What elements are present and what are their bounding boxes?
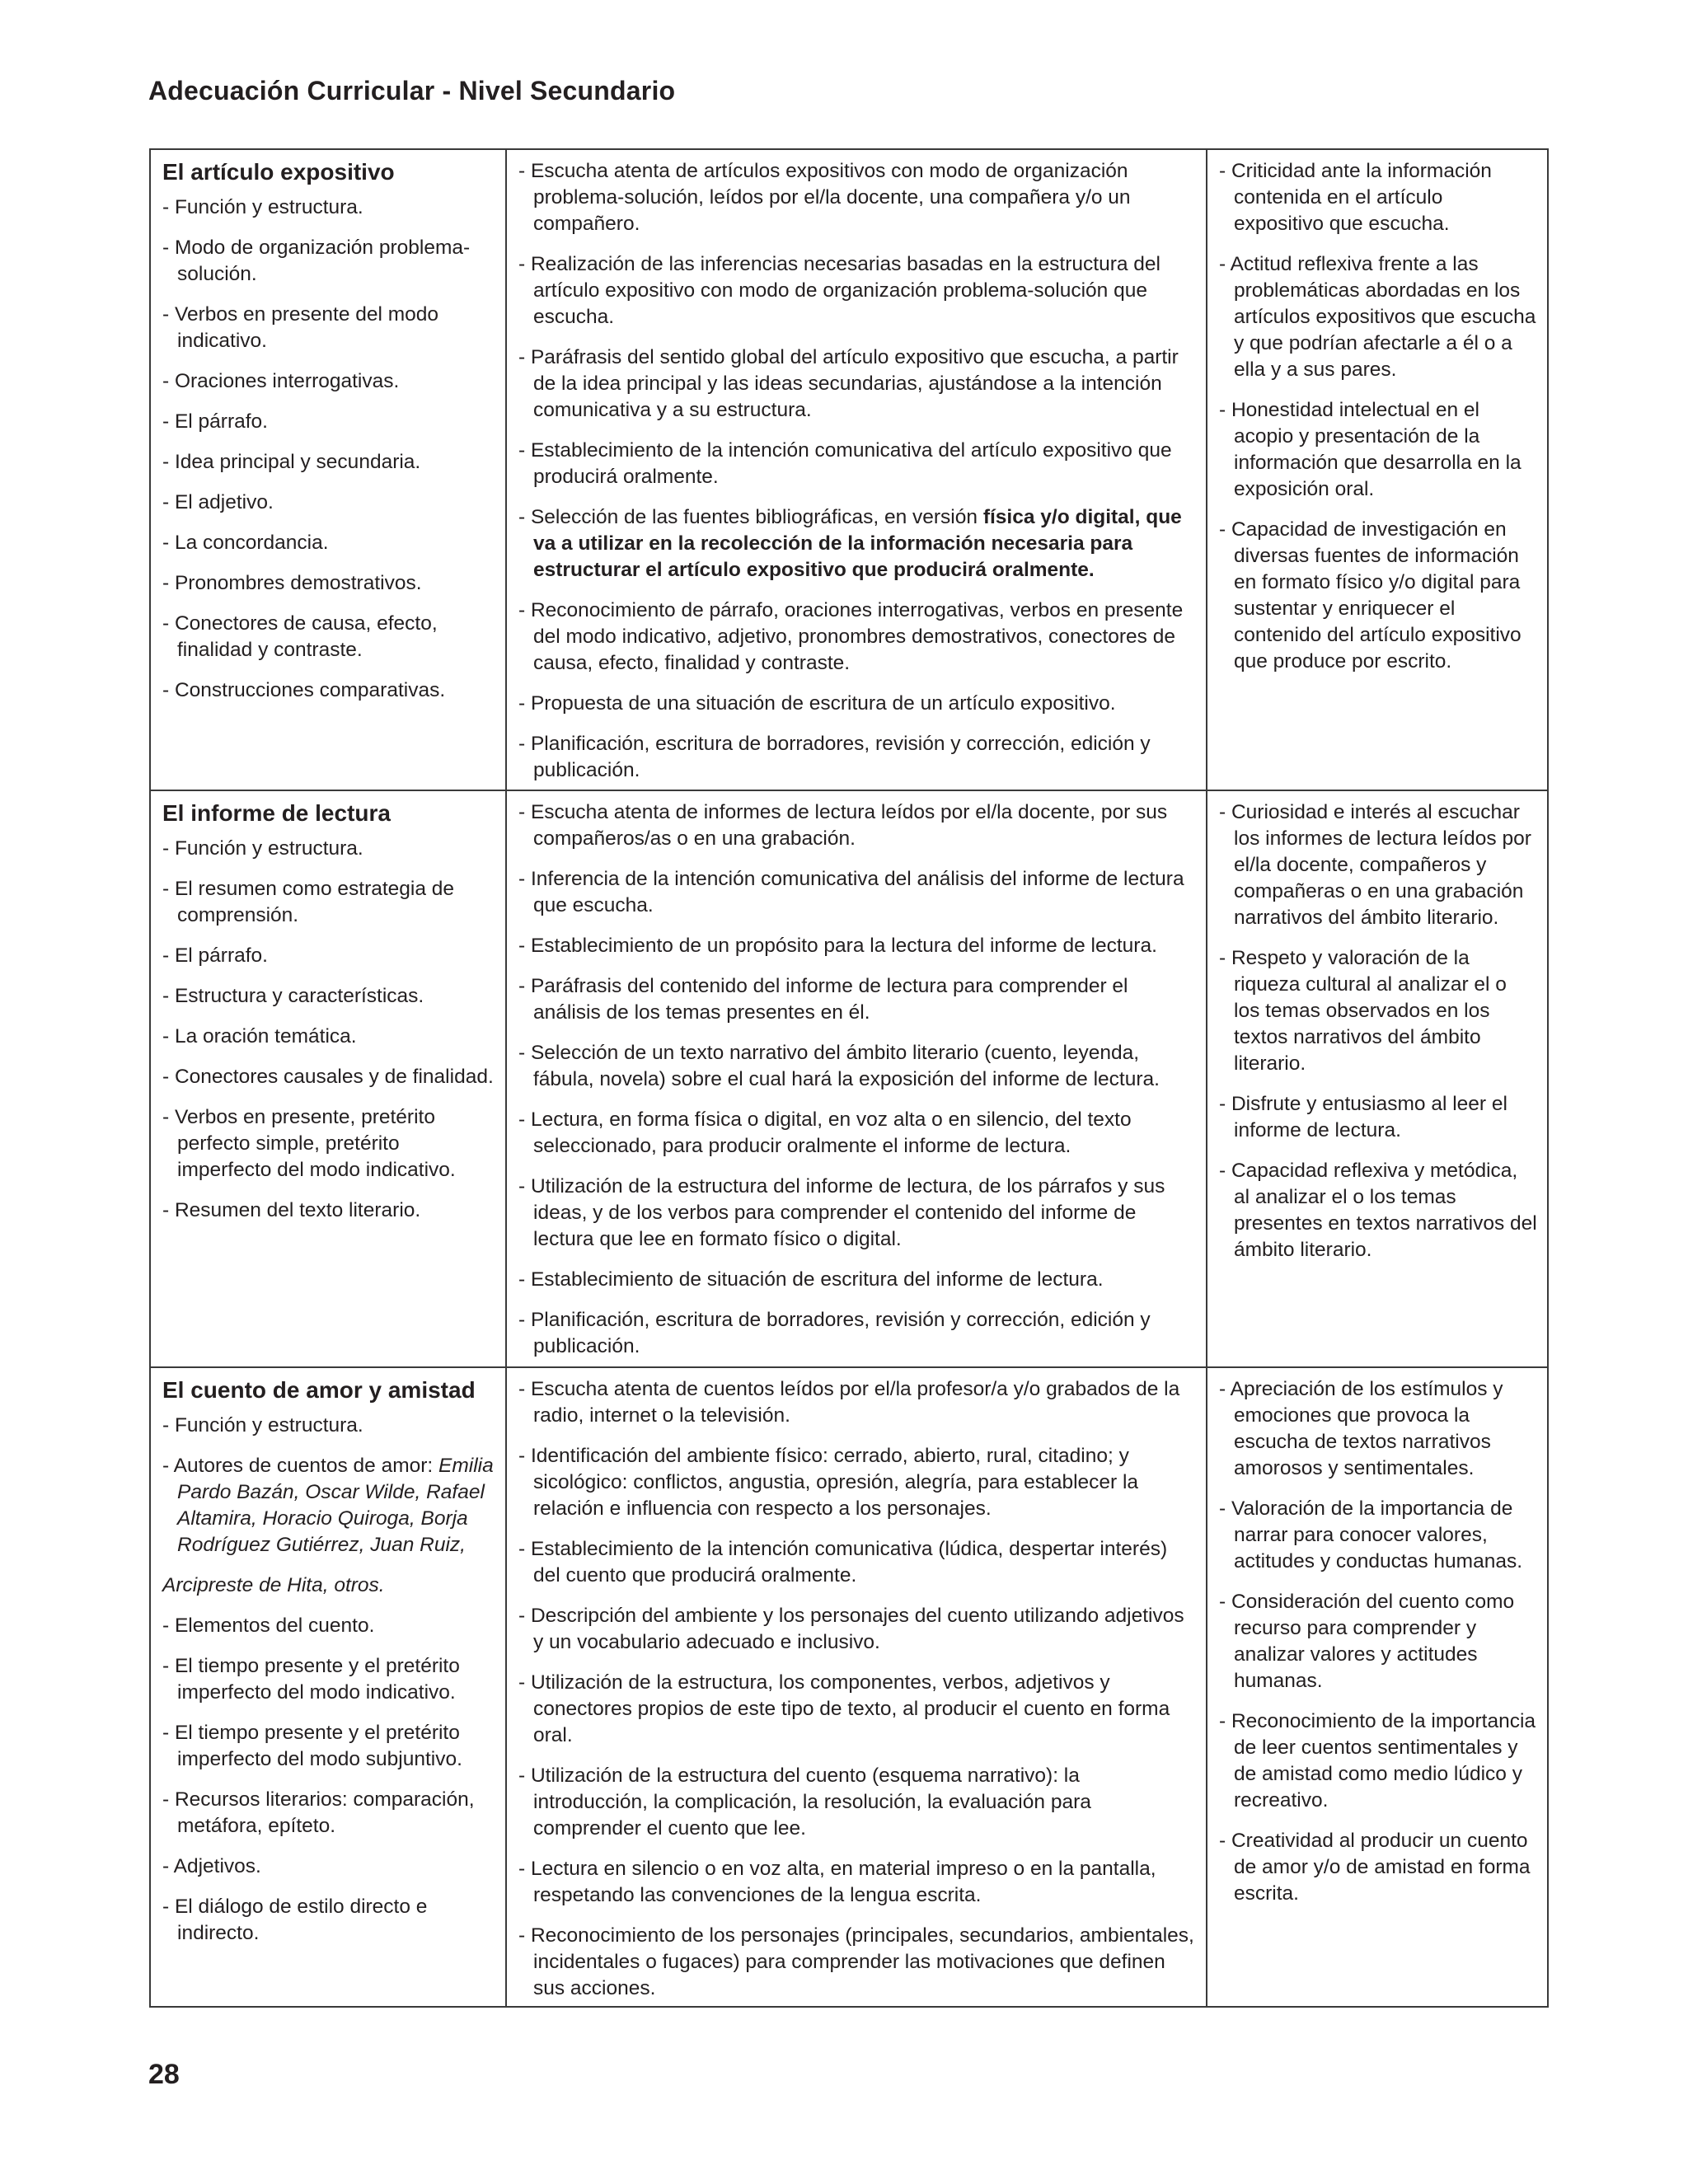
procedures-cell: [506, 149, 1207, 790]
attitude-item: - Consideración del cuento como recurso para comprender y analizar valores y actitudes humanas.: [1219, 1591, 1515, 1692]
content-item: - El tiempo presente y el pretérito imperfecto del modo subjuntivo.: [162, 1722, 462, 1770]
unit-title: El informe de lectura: [162, 800, 391, 826]
attitude-item: - Respeto y valoración de la riqueza cultural al analizar el o los temas observados en los textos narrativos del ámbito literario.: [1219, 947, 1507, 1075]
procedure-selection-emphasis: física y/o digital, que va a utilizar en la recolección de la información necesaria para estructurar el artículo expositivo que producirá oralmente.: [533, 506, 1182, 581]
procedure-item: - Paráfrasis del sentido global del artículo expositivo que escucha, a partir de la idea principal y las ideas secundarias, ajustándose a la intención comunicativa y a su estructura.: [518, 346, 1179, 421]
procedure-item: - Utilización de la estructura, los componentes, verbos, adjetivos y conectores propios de este tipo de texto, al producir el cuento en forma oral.: [518, 1671, 1170, 1746]
content-item: - Verbos en presente, pretérito perfecto simple, pretérito imperfecto del modo indicativo.: [162, 1106, 456, 1181]
content-item: - Adjetivos.: [162, 1855, 261, 1877]
content-item: - La oración temática.: [162, 1025, 357, 1047]
content-item: - Idea principal y secundaria.: [162, 451, 421, 473]
procedure-item: - Reconocimiento de los personajes (principales, secundarios, ambientales, incidentales o fugaces) para comprender las motivaciones que definen sus acciones.: [518, 1924, 1194, 1999]
content-item: - Oraciones interrogativas.: [162, 370, 400, 392]
content-item: - Recursos literarios: comparación, metáfora, epíteto.: [162, 1788, 475, 1837]
procedure-item: - Utilización de la estructura del informe de lectura, de los párrafos y sus ideas, y de los verbos para comprender el contenido del informe de lectura que lee en formato físico o digital.: [518, 1175, 1165, 1250]
procedure-item: - Propuesta de una situación de escritura de un artículo expositivo.: [518, 692, 1116, 715]
procedures-cell: [506, 1367, 1207, 2007]
procedure-item: - Inferencia de la intención comunicativa del análisis del informe de lectura que escucha.: [518, 868, 1184, 916]
attitude-item: - Criticidad ante la información contenida en el artículo expositivo que escucha.: [1219, 160, 1492, 235]
content-item: - Conectores causales y de finalidad.: [162, 1066, 494, 1088]
curriculum-table: [149, 148, 1549, 2008]
content-item: - El párrafo.: [162, 410, 268, 433]
procedure-item: - Establecimiento de la intención comunicativa (lúdica, despertar interés) del cuento que producirá oralmente.: [518, 1538, 1168, 1586]
procedure-item: - Utilización de la estructura del cuento (esquema narrativo): la introducción, la complicación, la resolución, la evaluación para comprender el cuento que lee.: [518, 1765, 1091, 1840]
content-item: - Función y estructura.: [162, 196, 363, 218]
procedure-item: - Realización de las inferencias necesarias basadas en la estructura del artículo expositivo con modo de organización problema-solución que escucha.: [518, 253, 1160, 328]
unit-row-cuento-de-amor-y-amistad: [150, 1367, 1548, 2007]
attitude-item: - Valoración de la importancia de narrar para conocer valores, actitudes y conductas humanas.: [1219, 1497, 1523, 1572]
content-item: - Estructura y características.: [162, 985, 424, 1007]
procedure-item: - Establecimiento de la intención comunicativa del artículo expositivo que producirá oralmente.: [518, 439, 1172, 488]
authors-lead: - Autores de cuentos de amor:: [162, 1455, 439, 1477]
attitude-item: - Honestidad intelectual en el acopio y presentación de la información que desarrolla en la exposición oral.: [1219, 399, 1522, 500]
attitudes-cell: [1207, 790, 1548, 1367]
procedure-item: - Selección de un texto narrativo del ámbito literario (cuento, leyenda, fábula, novela) sobre el cual hará la exposición del informe de lectura.: [518, 1042, 1160, 1090]
attitude-item: - Disfrute y entusiasmo al leer el informe de lectura.: [1219, 1093, 1507, 1141]
procedure-item-selection: [518, 504, 1196, 583]
content-item: - El párrafo.: [162, 944, 268, 967]
procedure-item: - Establecimiento de situación de escritura del informe de lectura.: [518, 1268, 1104, 1291]
content-item: - Resumen del texto literario.: [162, 1199, 421, 1221]
content-item: - La concordancia.: [162, 532, 329, 554]
attitudes-cell: [1207, 1367, 1548, 2007]
procedure-item: - Reconocimiento de párrafo, oraciones interrogativas, verbos en presente del modo indicativo, adjetivo, pronombres demostrativos, conectores de causa, efecto, finalidad y contraste.: [518, 599, 1184, 674]
content-item: - El adjetivo.: [162, 491, 274, 513]
content-item: - Función y estructura.: [162, 1414, 363, 1436]
procedure-item: - Planificación, escritura de borradores, revisión y corrección, edición y publicación.: [518, 733, 1151, 781]
content-item: - Conectores de causa, efecto, finalidad y contraste.: [162, 612, 438, 661]
content-item: - Verbos en presente del modo indicativo.: [162, 303, 439, 352]
attitude-item: - Creatividad al producir un cuento de amor y/o de amistad en forma escrita.: [1219, 1830, 1531, 1905]
unit-title: El artículo expositivo: [162, 159, 395, 185]
attitude-item: - Capacidad de investigación en diversas fuentes de información en formato físico y/o digital para sustentar y enriquecer el contenido del artículo expositivo que produce por escrito.: [1219, 518, 1522, 673]
content-item: - El tiempo presente y el pretérito imperfecto del modo indicativo.: [162, 1655, 460, 1704]
attitude-item: - Actitud reflexiva frente a las problemáticas abordadas en los artículos expositivos que escucha y que podrían afectarle a él o a ella y a sus pares.: [1219, 253, 1536, 381]
procedure-item: - Lectura en silencio o en voz alta, en material impreso o en la pantalla, respetando las convenciones de la lengua escrita.: [518, 1858, 1156, 1906]
procedure-selection-lead: - Selección de las fuentes bibliográficas, en versión: [518, 506, 983, 528]
content-item: - Modo de organización problema-solución.: [162, 237, 471, 285]
unit-row-informe-de-lectura: [150, 790, 1548, 1367]
procedure-item: - Lectura, en forma física o digital, en voz alta o en silencio, del texto seleccionado, para producir oralmente el informe de lectura.: [518, 1108, 1132, 1157]
page-header-title: Adecuación Curricular - Nivel Secundario: [148, 76, 676, 105]
procedures-cell: [506, 790, 1207, 1367]
procedure-item: - Establecimiento de un propósito para la lectura del informe de lectura.: [518, 935, 1157, 957]
procedure-item: - Escucha atenta de artículos expositivos con modo de organización problema-solución, leídos por el/la docente, una compañera y/o un compañero.: [518, 160, 1131, 235]
attitude-item: - Apreciación de los estímulos y emociones que provoca la escucha de textos narrativos amorosos y sentimentales.: [1219, 1378, 1503, 1479]
contents-cell: [150, 790, 506, 1367]
procedure-item: - Planificación, escritura de borradores, revisión y corrección, edición y publicación.: [518, 1309, 1151, 1357]
content-item: - El resumen como estrategia de comprensión.: [162, 878, 455, 926]
procedure-item: - Escucha atenta de informes de lectura leídos por el/la docente, por sus compañeros/as o en una grabación.: [518, 801, 1168, 850]
contents-cell: [150, 149, 506, 790]
content-item: - Elementos del cuento.: [162, 1615, 375, 1637]
procedure-item: - Escucha atenta de cuentos leídos por el/la profesor/a y/o grabados de la radio, internet o la televisión.: [518, 1378, 1180, 1427]
contents-cell: [150, 1367, 506, 2007]
attitudes-cell: [1207, 149, 1548, 790]
unit-title: El cuento de amor y amistad: [162, 1377, 476, 1403]
unit-row-articulo-expositivo: [150, 149, 1548, 790]
page-number: 28: [148, 2059, 180, 2090]
content-item-authors: [162, 1453, 495, 1558]
content-item: - El diálogo de estilo directo e indirecto.: [162, 1896, 428, 1944]
attitude-item: - Capacidad reflexiva y metódica, al analizar el o los temas presentes en textos narrativos del ámbito literario.: [1219, 1160, 1537, 1261]
content-item: - Construcciones comparativas.: [162, 679, 446, 701]
procedure-item: - Descripción del ambiente y los personajes del cuento utilizando adjetivos y un vocabulario adecuado e inclusivo.: [518, 1605, 1184, 1653]
attitude-item: - Curiosidad e interés al escuchar los informes de lectura leídos por el/la docente, compañeros y compañeras o en una grabación narrativos del ámbito literario.: [1219, 801, 1531, 929]
authors-names: Emilia Pardo Bazán, Oscar Wilde, Rafael Altamira, Horacio Quiroga, Borja Rodríguez Gutiérrez, Juan Ruiz,: [177, 1455, 494, 1556]
content-item: - Pronombres demostrativos.: [162, 572, 422, 594]
procedure-item: - Identificación del ambiente físico: cerrado, abierto, rural, citadino; y sicológico: conflictos, angustia, opresión, alegría, para establecer la relación e influencia con respecto a los personajes.: [518, 1445, 1139, 1520]
content-item: - Función y estructura.: [162, 837, 363, 860]
authors-more: Arcipreste de Hita, otros.: [162, 1574, 385, 1596]
procedure-item: - Paráfrasis del contenido del informe de lectura para comprender el análisis de los temas presentes en él.: [518, 975, 1128, 1024]
attitude-item: - Reconocimiento de la importancia de leer cuentos sentimentales y de amistad como medio lúdico y recreativo.: [1219, 1710, 1536, 1811]
